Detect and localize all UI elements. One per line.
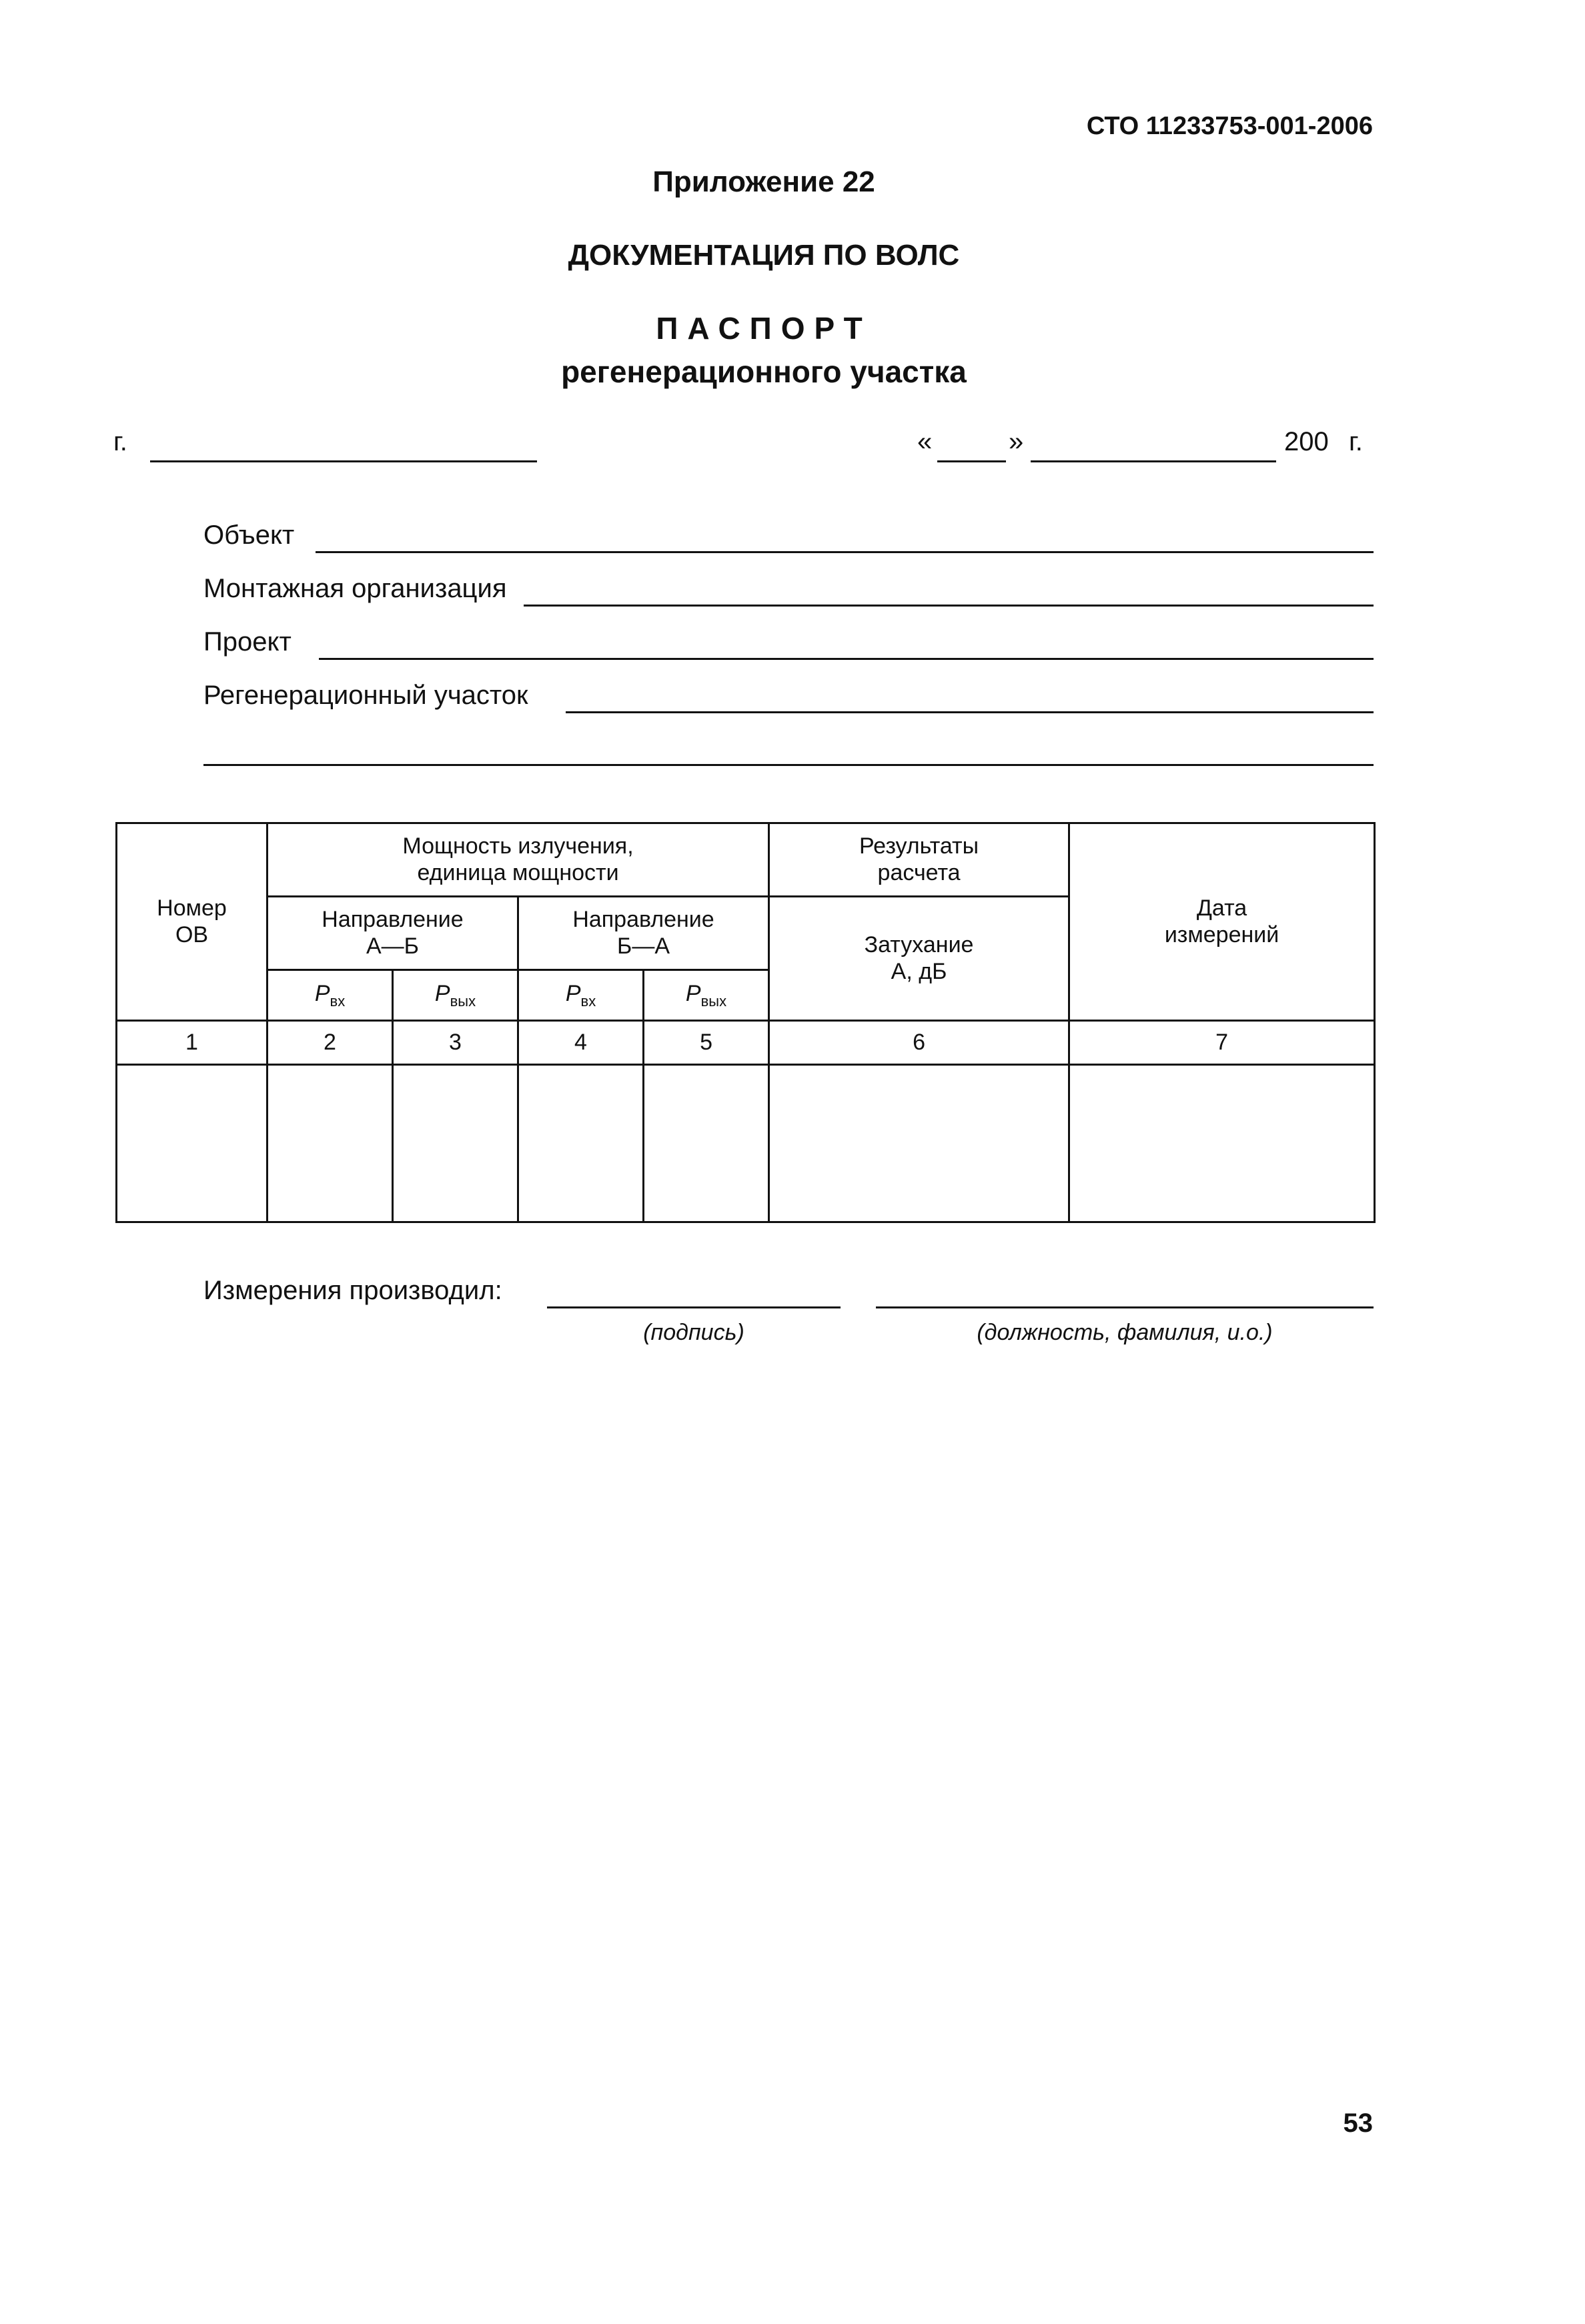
document-code: СТО 11233753-001-2006 [1086,112,1373,140]
header-p-in-ab: $P_{вх}$ [268,970,393,1021]
city-field-line[interactable] [150,460,537,462]
day-close-quote: » [1009,427,1024,456]
column-index: 4 [518,1021,644,1065]
column-index: 5 [644,1021,769,1065]
header-direction-ab: Направление А—Б [268,897,518,970]
object-field-line[interactable] [316,551,1374,553]
project-label: Проект [203,627,292,657]
column-index: 7 [1069,1021,1375,1065]
column-index: 6 [769,1021,1069,1065]
header-attenuation: Затухание А, дБ [769,897,1069,1021]
section-continuation-line[interactable] [203,764,1374,766]
column-index: 2 [268,1021,393,1065]
data-cell[interactable] [117,1065,268,1222]
data-cell[interactable] [769,1065,1069,1222]
signature-caption: (подпись) [643,1320,744,1345]
header-calc-results: Результаты расчета [769,823,1069,897]
data-cell[interactable] [268,1065,393,1222]
data-cell[interactable] [644,1065,769,1222]
signature-line[interactable] [547,1306,841,1308]
header-p-out-ab: $P_{вых}$ [393,970,518,1021]
data-cell[interactable] [393,1065,518,1222]
section-field-line[interactable] [566,711,1374,713]
section-label: Регенерационный участок [203,681,528,710]
page-number: 53 [1343,2108,1373,2138]
project-field-line[interactable] [319,658,1374,660]
data-cell[interactable] [518,1065,644,1222]
position-caption: (должность, фамилия, и.о.) [977,1320,1273,1345]
header-radiation-power: Мощность излучения, единица мощности [268,823,769,897]
passport-table [115,822,1376,1223]
header-measurement-date: Дата измерений [1069,823,1375,1021]
installer-label: Монтажная организация [203,574,507,603]
appendix-heading: Приложение 22 [652,165,875,198]
measured-by-label: Измерения производил: [203,1276,502,1305]
year-suffix: г. [1349,427,1363,456]
document-title: ПАСПОРТ [656,311,872,346]
column-index: 3 [393,1021,518,1065]
data-cell[interactable] [1069,1065,1375,1222]
city-prefix: г. [113,427,127,456]
day-field-line[interactable] [937,460,1006,462]
object-label: Объект [203,520,295,550]
day-open-quote: « [917,427,933,456]
header-fiber-number: Номер ОВ [117,823,268,1021]
header-p-out-ba: $P_{вых}$ [644,970,769,1021]
header-p-in-ba: $P_{вх}$ [518,970,644,1021]
month-field-line[interactable] [1031,460,1276,462]
section-title: ДОКУМЕНТАЦИЯ ПО ВОЛС [568,239,960,272]
document-subtitle: регенерационного участка [561,354,967,389]
installer-field-line[interactable] [524,605,1374,607]
column-index: 1 [117,1021,268,1065]
year-prefix: 200 [1284,427,1329,456]
position-name-line[interactable] [876,1306,1374,1308]
header-direction-ba: Направление Б—А [518,897,769,970]
